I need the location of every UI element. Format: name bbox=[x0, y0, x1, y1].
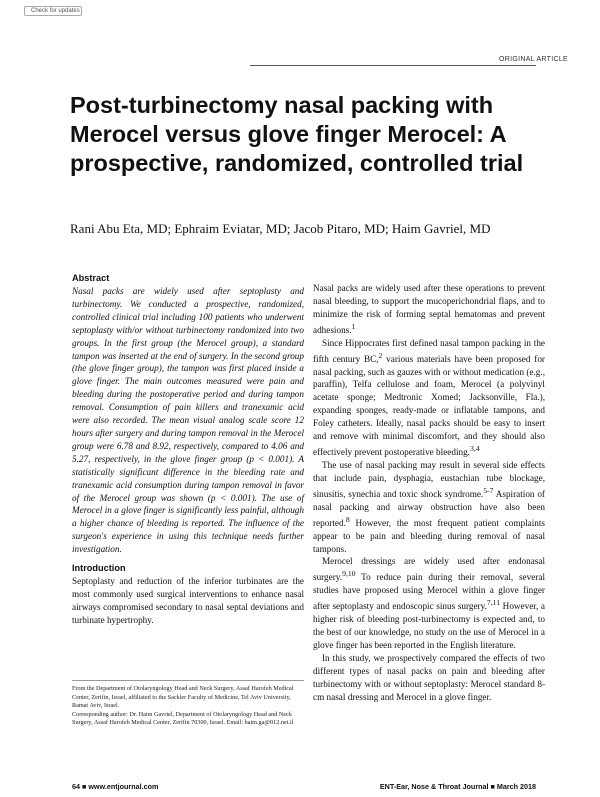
citation: 7,11 bbox=[486, 598, 501, 608]
section-label: ORIGINAL ARTICLE bbox=[499, 56, 568, 63]
right-column bbox=[313, 282, 545, 704]
introduction-heading: Introduction bbox=[72, 563, 126, 574]
page-footer-left: 64 ■ www.entjournal.com bbox=[72, 782, 159, 791]
left-column bbox=[72, 272, 304, 627]
page-footer-right: ENT-Ear, Nose & Throat Journal ■ March 2018 bbox=[379, 782, 536, 791]
affiliation-text: From the Department of Otolaryngology Head and Neck Surgery, Assaf Harofeh Medical Center, Zerifin, Israel, affiliated to the Sackler Faculty of Medicine, Tel Aviv University, Ramat Aviv, Israel. bbox=[72, 685, 294, 710]
badge-label: Check for updates bbox=[31, 8, 80, 14]
header-rule bbox=[250, 65, 536, 66]
citation: 5-7 bbox=[483, 485, 494, 495]
body-paragraph-4: Merocel dressings are widely used after endonasal surgery.$^{9,10}$ To reduce pain during their removal, several studies have proposed using Merocel within a glove finger after septoplasty and endoscopic sinus surgery.$^{7,11}$ However, a higher risk of bleeding post-turbinectomy is expected and, to the best of our knowledge, no study on the use of Merocel in a glove finger has been reported in the English literature. bbox=[313, 556, 545, 650]
introduction-text: Septoplasty and reduction of the inferior turbinates are the most commonly used surgical interventions to enhance nasal airways compromised secondary to nasal septal deviations and turbinate hypertrophy. bbox=[72, 576, 304, 625]
body-paragraph-3: The use of nasal packing may result in several side effects that include pain, dysphagia, eustachian tube blockage, sinusitis, synechia and toxic shock syndrome.$^{5-7}$ Aspiration of nasal packing and airway obstruction have also been reported.$^8$ However, the most frequent patient complaints appear to be pain and bleeding during removal of nasal tampons. bbox=[313, 459, 545, 554]
citation: 9,10 bbox=[342, 569, 356, 579]
citation: 8 bbox=[345, 514, 350, 524]
abstract-heading: Abstract bbox=[72, 273, 110, 283]
author-list: Rani Abu Eta, MD; Ephraim Eviatar, MD; Jacob Pitaro, MD; Haim Gavriel, MD bbox=[70, 221, 491, 236]
citation: 1 bbox=[351, 321, 356, 331]
abstract-text: Nasal packs are widely used after septoplasty and turbinectomy. We conducted a prospective, randomized, controlled clinical trial including 100 patients who underwent septoplasty with/or without turbinectomy randomized into two groups. In the first group (the Merocel group), a standard tampon was inserted at the end of surgery. In the second group (the glove finger group), the tampon was first placed inside a glove finger. The main outcomes measured were pain and bleeding during the postoperative period and during tampon removal. Consumption of pain killers and tranexamic acid were also recorded. The mean visual analog scale score 12 hours after surgery and during tampon removal in the Merocel group were 6.78 and 8.92, respectively, compared to 4.06 and 5.27, respectively, in the glove finger group (p < 0.001). A statistically significant difference in the bleeding rate and tranexamic acid consumption during tampon removal in favor of the Merocel group was shown (p < 0.001). The use of Merocel in a glove finger is significantly less painful, although a higher chance of bleeding is reported. The influence of the surgeon's experience in using this technique needs further investigation. bbox=[72, 286, 304, 555]
body-paragraph-5: In this study, we prospectively compared the effects of two different types of nasal packs on pain and bleeding after turbinectomy with or without septoplasty: Merocel standard 8-cm nasal dressing and Merocel in a glove finger. bbox=[313, 652, 545, 702]
body-paragraph-2: Since Hippocrates first defined nasal tampon packing in the fifth century BC,$^2$ various materials have been proposed for nasal packing, such as gauzes with or without medication (e.g., paraffin), Telfa cellulose and foam, Merocel (a polyvinyl acetate sponge; Medtronic Xomed; Jacksonville, Fla.), expanding sponges, ready-made or inflatable tampons, and Foley catheters. Ideally, nasal packs should be easy to insert and remove with minimal discomfort, and they should also effectively prevent postoperative bleeding.$^{3,4}$ bbox=[313, 337, 545, 458]
correspondence-text: Corresponding author: Dr. Haim Gavriel, Department of Otolaryngology Head and Neck Surgery, Assaf Harofeh Medical Center, Zerifin 70300, Israel. Email: haim.ga@012.net.il bbox=[72, 710, 294, 727]
article-title: Post-turbinectomy nasal packing with Merocel versus glove finger Merocel: A prospective, randomized, controlled trial bbox=[70, 92, 524, 176]
body-paragraph-1: Nasal packs are widely used after these operations to prevent nasal bleeding, to support the mucoperichondrial flaps, and to minimize the risk of forming septal hematomas and prevent adhesions.$^1$ bbox=[313, 283, 545, 335]
check-for-updates-badge[interactable] bbox=[24, 6, 82, 16]
citation: 3,4 bbox=[469, 444, 480, 453]
author-affiliation bbox=[72, 680, 304, 728]
citation: 2 bbox=[378, 350, 383, 360]
